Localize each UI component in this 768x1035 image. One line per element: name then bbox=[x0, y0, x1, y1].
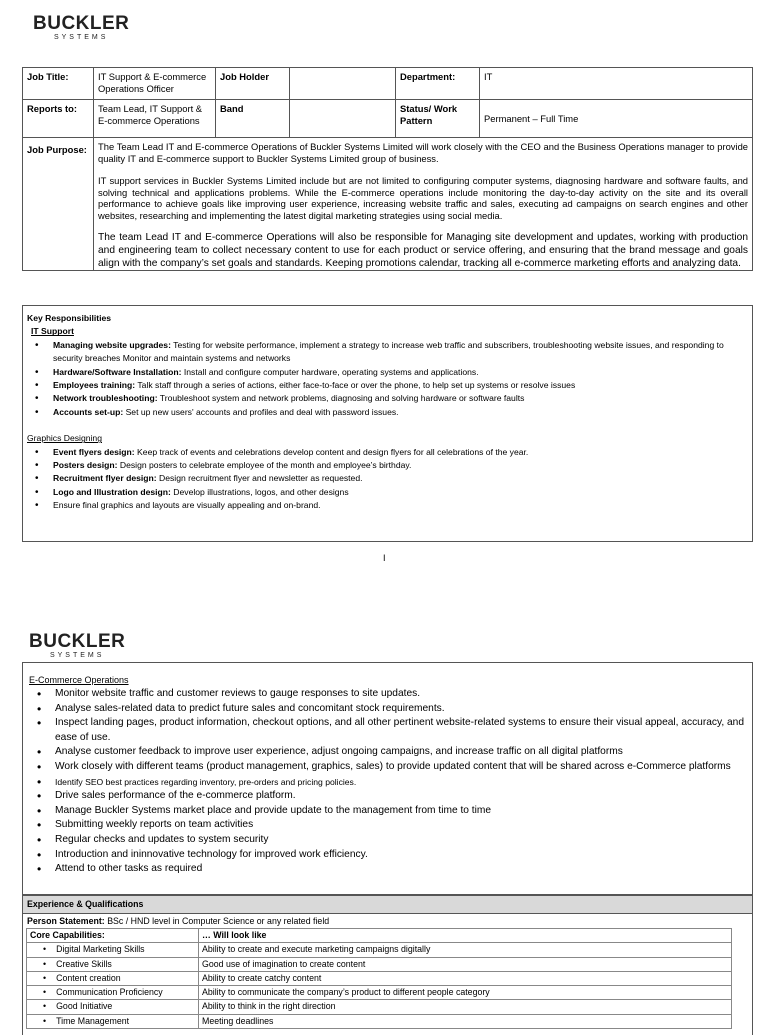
department-label: Department: bbox=[396, 68, 480, 100]
table-row: • Time Management Meeting deadlines bbox=[27, 1014, 732, 1028]
list-item: • Event flyers design: Keep track of events and celebrations develop content and design flyers for all celebrations of the year. bbox=[53, 446, 748, 459]
capabilities-table bbox=[26, 928, 732, 1029]
capability-name: Content creation bbox=[56, 972, 121, 983]
list-item: • Introduction and ininnovative technology for improved work efficiency. bbox=[55, 848, 748, 863]
purpose-paragraph: The team Lead IT and E-commerce Operations will also be responsible for Managing site development and updates, working with production and engineering team to collect necessary content to use for each product or service offering, and ensuring that the brand message and goals align with the company’s set goals and standards. Keeping promotions calendar, tracking all e-commerce marketing efforts and analyzing data. bbox=[98, 232, 748, 269]
reports-to-row bbox=[23, 100, 753, 138]
list-item: • Manage Buckler Systems market place and provide update to the management from time to time bbox=[55, 804, 748, 819]
department-value: IT bbox=[480, 68, 753, 100]
list-item: • Submitting weekly reports on team activities bbox=[55, 818, 748, 833]
job-holder-label: Job Holder bbox=[216, 68, 290, 100]
logo-wordmark: BUCKLER bbox=[29, 631, 126, 652]
capability-description: Meeting deadlines bbox=[199, 1014, 732, 1028]
list-item: • Managing website upgrades: Testing for website performance, implement a strategy to increase web traffic and subscribers, troubleshooting website issues, and responding to security breaches Monitor and maintain systems and networks bbox=[53, 339, 748, 366]
logo-tagline: SYSTEMS bbox=[49, 652, 105, 659]
it-support-list bbox=[27, 339, 748, 419]
graphics-title: Graphics Designing bbox=[27, 433, 102, 444]
table-row: • Good Initiative Ability to think in the right direction bbox=[27, 1000, 732, 1014]
capability-description: Ability to think in the right direction bbox=[199, 1000, 732, 1014]
list-item: • Analyse sales-related data to predict future sales and concomitant stock requirements. bbox=[55, 702, 748, 717]
list-item: • Network troubleshooting: Troubleshoot system and network problems, diagnosing and solving hardware or software faults bbox=[53, 392, 748, 405]
list-item: • Employees training: Talk staff through a series of actions, either face-to-face or over the phone, to help set up systems or resolve issues bbox=[53, 379, 748, 392]
job-purpose-content bbox=[94, 138, 753, 271]
purpose-paragraph: The Team Lead IT and E-commerce Operations of Buckler Systems Limited will work closely with the CEO and the Business Operations manager to provide quality IT and E-commerce support to Buckler Systems Limited group of business. bbox=[98, 141, 748, 164]
person-statement-value: BSc / HND level in Computer Science or any related field bbox=[107, 916, 330, 926]
job-purpose-label: Job Purpose: bbox=[23, 138, 94, 271]
status-label: Status/ Work Pattern bbox=[396, 100, 480, 138]
job-title-value: IT Support & E-commerce Operations Officer bbox=[94, 68, 216, 100]
list-item: • Logo and Illustration design: Develop illustrations, logos, and other designs bbox=[53, 486, 748, 499]
list-item: • Monitor website traffic and customer reviews to gauge responses to site updates. bbox=[55, 687, 748, 702]
band-value bbox=[290, 100, 396, 138]
list-item: • Work closely with different teams (product management, graphics, sales) to provide updated content that will be shared across e-Commerce platforms bbox=[55, 760, 748, 775]
ecommerce-title: E-Commerce Operations bbox=[29, 675, 129, 685]
list-item: • Analyse customer feedback to improve user experience, adjust ongoing campaigns, and increase traffic on all digital platforms bbox=[55, 745, 748, 760]
company-logo bbox=[29, 633, 125, 660]
table-row: • Digital Marketing Skills Ability to create and execute marketing campaigns digitally bbox=[27, 943, 732, 957]
ecommerce-box bbox=[22, 662, 753, 895]
capability-description: Good use of imagination to create content bbox=[199, 957, 732, 971]
person-statement-label: Person Statement: bbox=[27, 916, 105, 926]
ecommerce-list bbox=[29, 687, 748, 877]
capability-name: Communication Proficiency bbox=[56, 987, 163, 998]
company-logo bbox=[33, 15, 129, 42]
list-item: • Hardware/Software Installation: Install and configure computer hardware, operating systems and applications. bbox=[53, 366, 748, 379]
list-item: • Posters design: Design posters to celebrate employee of the month and employee’s birthday. bbox=[53, 459, 748, 472]
band-label: Band bbox=[216, 100, 290, 138]
logo-wordmark: BUCKLER bbox=[33, 13, 130, 34]
list-item: • Regular checks and updates to system security bbox=[55, 833, 748, 848]
capability-description: Ability to create and execute marketing campaigns digitally bbox=[199, 943, 732, 957]
list-item: • Inspect landing pages, product information, checkout options, and all other pertinent website-related systems to ensure their visual appeal, accuracy, and ease of use. bbox=[55, 716, 748, 745]
capability-description: Ability to create catchy content bbox=[199, 971, 732, 985]
job-title-row bbox=[23, 68, 753, 100]
list-item: • Drive sales performance of the e-commerce platform. bbox=[55, 789, 748, 804]
table-row: • Content creation Ability to create catchy content bbox=[27, 971, 732, 985]
job-header-table bbox=[22, 67, 753, 271]
key-responsibilities-title: Key Responsibilities bbox=[27, 313, 112, 323]
it-support-title: IT Support bbox=[31, 326, 74, 337]
capability-name: Good Initiative bbox=[56, 1001, 113, 1012]
page-number: I bbox=[383, 553, 386, 563]
capability-description: Ability to communicate the company’s product to different people category bbox=[199, 986, 732, 1000]
table-row: • Creative Skills Good use of imagination to create content bbox=[27, 957, 732, 971]
logo-tagline: SYSTEMS bbox=[53, 34, 109, 41]
person-statement bbox=[23, 914, 752, 928]
capability-name: Time Management bbox=[56, 1015, 130, 1026]
reports-to-label: Reports to: bbox=[23, 100, 94, 138]
will-look-like-header: … Will look like bbox=[199, 929, 732, 943]
experience-box bbox=[22, 895, 753, 1035]
table-row: • Communication Proficiency Ability to communicate the company’s product to different people category bbox=[27, 986, 732, 1000]
capabilities-header-row bbox=[27, 929, 732, 943]
core-capabilities-header: Core Capabilities: bbox=[27, 929, 199, 943]
key-responsibilities-box bbox=[22, 305, 753, 542]
capability-name: Digital Marketing Skills bbox=[56, 944, 145, 955]
list-item: • Identify SEO best practices regarding inventory, pre-orders and pricing policies. bbox=[55, 775, 748, 790]
list-item: • Attend to other tasks as required bbox=[55, 862, 748, 877]
list-item: • Ensure final graphics and layouts are visually appealing and on-brand. bbox=[53, 499, 748, 512]
capability-name: Creative Skills bbox=[56, 958, 112, 969]
reports-to-value: Team Lead, IT Support & E-commerce Operations bbox=[94, 100, 216, 138]
graphics-list bbox=[27, 446, 748, 513]
list-item: • Accounts set-up: Set up new users' accounts and profiles and deal with password issues. bbox=[53, 406, 748, 419]
job-title-label: Job Title: bbox=[23, 68, 94, 100]
status-value: Permanent – Full Time bbox=[480, 100, 753, 138]
experience-title: Experience & Qualifications bbox=[23, 896, 752, 914]
job-purpose-row bbox=[23, 138, 753, 271]
list-item: • Recruitment flyer design: Design recruitment flyer and newsletter as requested. bbox=[53, 472, 748, 485]
purpose-paragraph: IT support services in Buckler Systems Limited include but are not limited to configuring computer systems, diagnosing hardware and software faults, and solving technical and applications problems. While the E-commerce operations include monitoring the day-to-day activity on the site and its overall performance to achieve goals like improving user experience, increasing website traffic and sales, executing ad campaigns on search engines and other websites, researching and implementing the latest digital marketing strategies using social media. bbox=[98, 175, 748, 221]
job-holder-value bbox=[290, 68, 396, 100]
